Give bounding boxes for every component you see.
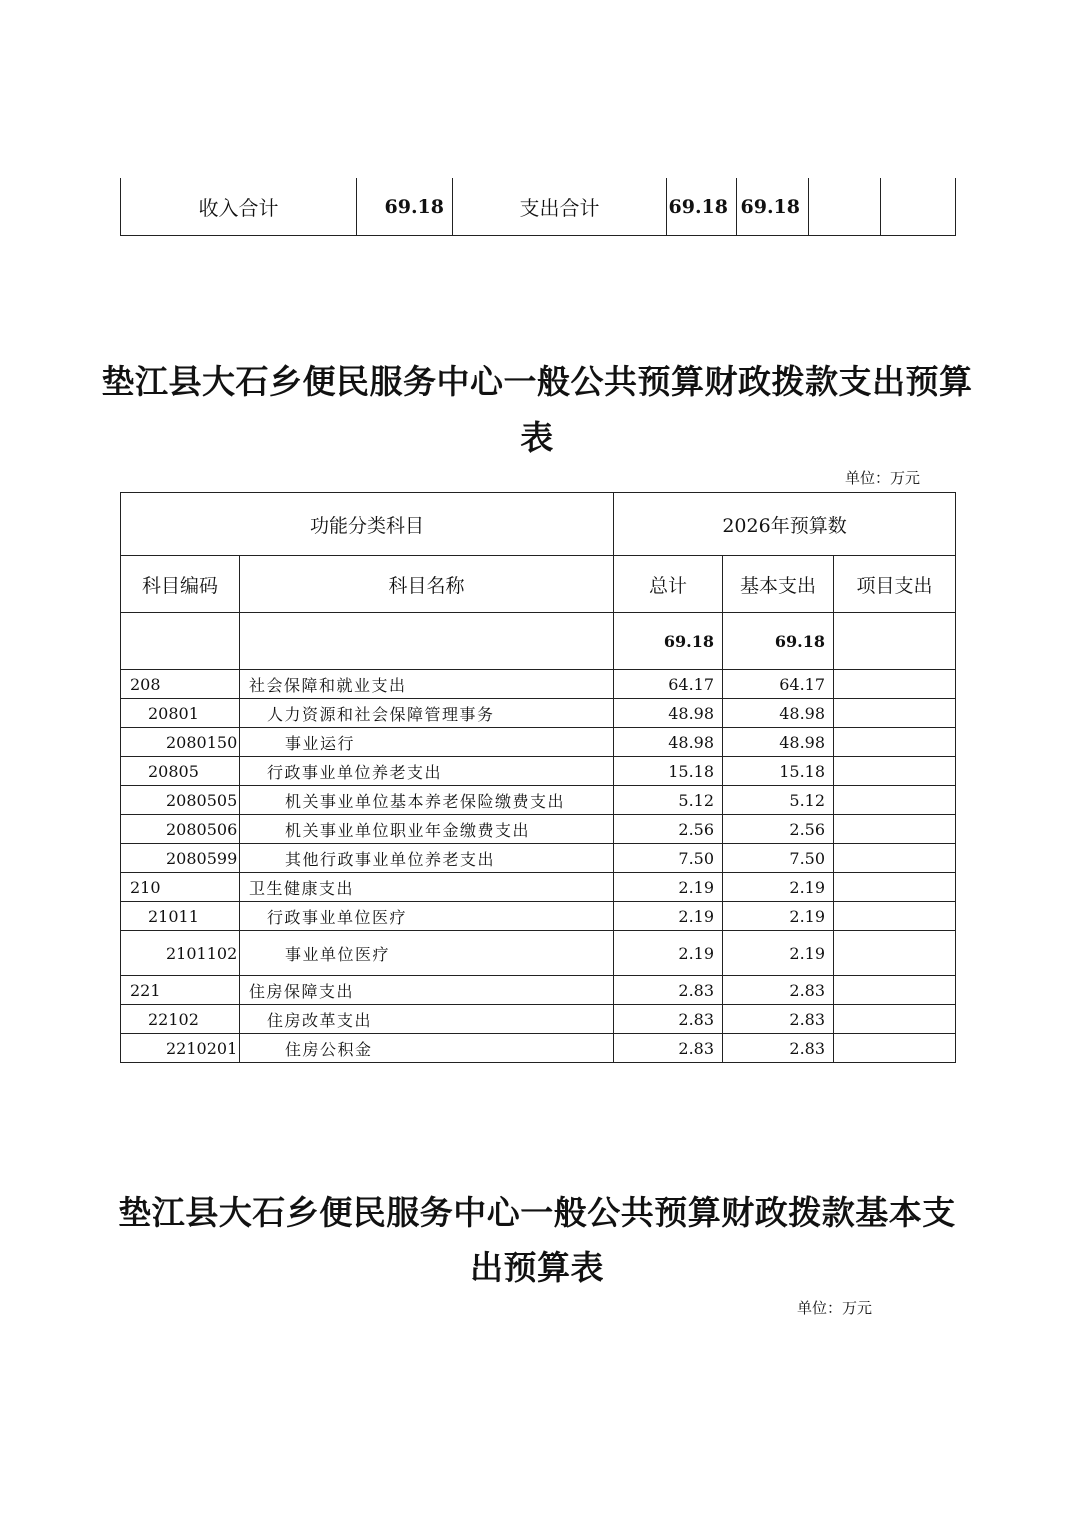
table-row — [121, 699, 956, 728]
row-project — [834, 757, 956, 786]
total-basic: 69.18 — [723, 613, 834, 670]
row-code: 2080505 — [121, 786, 240, 815]
table-row — [121, 670, 956, 699]
table-row — [121, 844, 956, 873]
row-basic: 2.83 — [723, 976, 834, 1005]
row-name: 社会保障和就业支出 — [240, 670, 614, 699]
row-code: 20801 — [121, 699, 240, 728]
row-basic: 15.18 — [723, 757, 834, 786]
row-total: 7.50 — [614, 844, 723, 873]
summary-row — [121, 178, 956, 236]
row-total: 2.19 — [614, 902, 723, 931]
row-project — [834, 1034, 956, 1063]
expense-total-value: 69.18 — [667, 178, 737, 236]
row-basic: 2.56 — [723, 815, 834, 844]
row-project — [834, 931, 956, 976]
row-name: 事业运行 — [240, 728, 614, 757]
row-project — [834, 976, 956, 1005]
row-total: 2.19 — [614, 873, 723, 902]
row-code: 2210201 — [121, 1034, 240, 1063]
table1-title-line1: 垫江县大石乡便民服务中心一般公共预算财政拨款支出预算 — [101, 362, 973, 401]
row-name: 事业单位医疗 — [240, 931, 614, 976]
row-code: 20805 — [121, 757, 240, 786]
expenditure-budget-table — [120, 492, 956, 1063]
row-code: 221 — [121, 976, 240, 1005]
row-name: 机关事业单位基本养老保险缴费支出 — [240, 786, 614, 815]
row-code: 2080599 — [121, 844, 240, 873]
header-code: 科目编码 — [121, 556, 240, 613]
row-total: 2.19 — [614, 931, 723, 976]
row-basic: 7.50 — [723, 844, 834, 873]
header-functional-category: 功能分类科目 — [121, 493, 614, 556]
row-name: 行政事业单位医疗 — [240, 902, 614, 931]
total-name — [240, 613, 614, 670]
total-code — [121, 613, 240, 670]
header-total: 总计 — [614, 556, 723, 613]
row-project — [834, 873, 956, 902]
table2-title-line1: 垫江县大石乡便民服务中心一般公共预算财政拨款基本支 — [118, 1193, 956, 1232]
row-project — [834, 670, 956, 699]
income-total-value: 69.18 — [357, 178, 453, 236]
row-name: 住房保障支出 — [240, 976, 614, 1005]
table-row — [121, 786, 956, 815]
table-row — [121, 728, 956, 757]
header-name: 科目名称 — [240, 556, 614, 613]
row-name: 其他行政事业单位养老支出 — [240, 844, 614, 873]
header-row-1 — [121, 493, 956, 556]
income-total-label: 收入合计 — [121, 178, 357, 236]
row-basic: 2.83 — [723, 1005, 834, 1034]
table-row — [121, 815, 956, 844]
total-row — [121, 613, 956, 670]
row-name: 行政事业单位养老支出 — [240, 757, 614, 786]
total-project — [834, 613, 956, 670]
header-basic: 基本支出 — [723, 556, 834, 613]
header-row-2 — [121, 556, 956, 613]
row-code: 208 — [121, 670, 240, 699]
empty-cell — [809, 178, 881, 236]
row-project — [834, 844, 956, 873]
row-project — [834, 815, 956, 844]
row-basic: 2.19 — [723, 902, 834, 931]
table-row — [121, 976, 956, 1005]
row-total: 2.83 — [614, 1005, 723, 1034]
header-project: 项目支出 — [834, 556, 956, 613]
row-name: 住房改革支出 — [240, 1005, 614, 1034]
row-project — [834, 902, 956, 931]
empty-cell — [881, 178, 956, 236]
row-code: 21011 — [121, 902, 240, 931]
table-row — [121, 1005, 956, 1034]
row-project — [834, 728, 956, 757]
table-row — [121, 902, 956, 931]
summary-table — [120, 178, 956, 236]
row-basic: 2.19 — [723, 873, 834, 902]
row-total: 15.18 — [614, 757, 723, 786]
row-total: 2.83 — [614, 1034, 723, 1063]
row-code: 210 — [121, 873, 240, 902]
table2-title-line2: 出预算表 — [470, 1248, 604, 1287]
table-row — [121, 757, 956, 786]
row-code: 22102 — [121, 1005, 240, 1034]
row-total: 48.98 — [614, 728, 723, 757]
expense-total-label: 支出合计 — [453, 178, 667, 236]
row-name: 人力资源和社会保障管理事务 — [240, 699, 614, 728]
row-basic: 48.98 — [723, 728, 834, 757]
row-total: 48.98 — [614, 699, 723, 728]
row-basic: 48.98 — [723, 699, 834, 728]
row-code: 2080150 — [121, 728, 240, 757]
row-name: 住房公积金 — [240, 1034, 614, 1063]
row-basic: 64.17 — [723, 670, 834, 699]
row-basic: 5.12 — [723, 786, 834, 815]
total-total: 69.18 — [614, 613, 723, 670]
row-project — [834, 786, 956, 815]
row-project — [834, 699, 956, 728]
table1-unit: 单位：万元 — [845, 469, 921, 487]
row-total: 64.17 — [614, 670, 723, 699]
row-total: 2.83 — [614, 976, 723, 1005]
row-code: 2080506 — [121, 815, 240, 844]
header-budget-year: 2026年预算数 — [614, 493, 956, 556]
table-row — [121, 1034, 956, 1063]
row-name: 机关事业单位职业年金缴费支出 — [240, 815, 614, 844]
row-total: 5.12 — [614, 786, 723, 815]
expense-total-value-2: 69.18 — [737, 178, 809, 236]
row-basic: 2.19 — [723, 931, 834, 976]
table1-title-line2: 表 — [520, 418, 554, 457]
row-basic: 2.83 — [723, 1034, 834, 1063]
table-row — [121, 931, 956, 976]
row-project — [834, 1005, 956, 1034]
row-code: 2101102 — [121, 931, 240, 976]
table-row — [121, 873, 956, 902]
row-total: 2.56 — [614, 815, 723, 844]
row-name: 卫生健康支出 — [240, 873, 614, 902]
table2-unit: 单位：万元 — [797, 1299, 873, 1317]
